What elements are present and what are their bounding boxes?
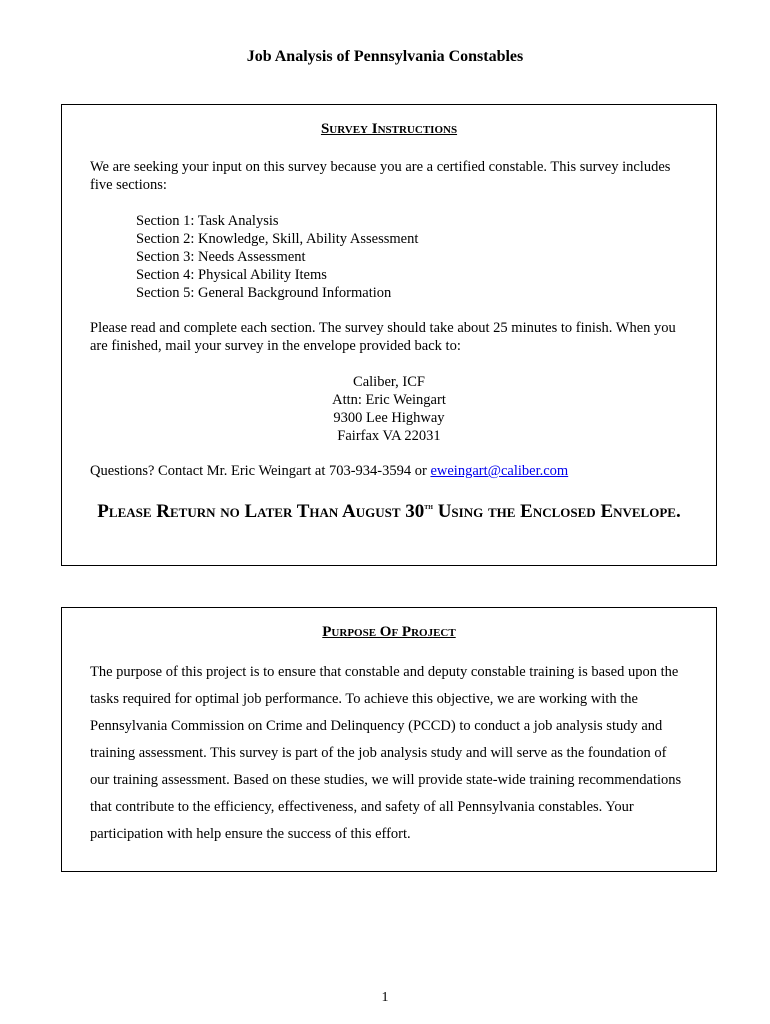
purpose-paragraph: The purpose of this project is to ensure that constable and deputy constable training is based upon the tasks required for optimal job performance. To achieve this objective, we are working with the Pennsylvania Commission on Crime and Delinquency (PCCD) to conduct a job analysis study and training assessment. This survey is part of the job analysis study and will serve as the foundation of our training assessment. Based on these studies, we will provide state-wide training recommendations that contribute to the efficiency, effectiveness, and safety of all Pennsylvania constables. Your participation with help ensure the success of this effort.	[90, 664, 682, 842]
instructions-paragraph: Please read and complete each section. The survey should take about 25 minutes to finish. When you are finished, mail your survey in the envelope provided back to:	[90, 320, 676, 354]
deadline-ordinal: th	[424, 501, 433, 511]
deadline-text: Please Return no Later Than August 30	[97, 501, 425, 522]
intro-paragraph: We are seeking your input on this survey because you are a certified constable. This survey includes five sections:	[90, 159, 671, 193]
section-item: Section 1: Task Analysis	[136, 213, 279, 229]
questions-line	[90, 462, 688, 480]
survey-instructions-heading: Survey Instructions	[320, 121, 458, 137]
survey-instructions-box	[61, 104, 717, 566]
section-item: Section 5: General Background Information	[136, 285, 392, 301]
document-title: Job Analysis of Pennsylvania Constables	[246, 48, 524, 65]
section-item: Section 3: Needs Assessment	[136, 249, 306, 265]
address-line: Attn: Eric Weingart	[332, 392, 446, 408]
section-item: Section 4: Physical Ability Items	[136, 267, 327, 283]
address-line: 9300 Lee Highway	[333, 410, 445, 426]
email-link[interactable]: eweingart@caliber.com	[430, 463, 569, 479]
deadline-text-end: Using the Enclosed Envelope.	[432, 501, 681, 522]
return-deadline-notice	[90, 494, 688, 524]
questions-text: Questions? Contact Mr. Eric Weingart at 703-934-3594 or	[90, 463, 431, 479]
mailing-address	[62, 373, 716, 445]
section-list	[136, 212, 716, 302]
address-line: Fairfax VA 22031	[337, 428, 441, 444]
address-line: Caliber, ICF	[353, 374, 425, 390]
purpose-heading: Purpose Of Project	[322, 624, 456, 640]
page-number: 1	[381, 990, 389, 1005]
section-item: Section 2: Knowledge, Skill, Ability Assessment	[136, 231, 419, 247]
purpose-box	[61, 607, 717, 872]
